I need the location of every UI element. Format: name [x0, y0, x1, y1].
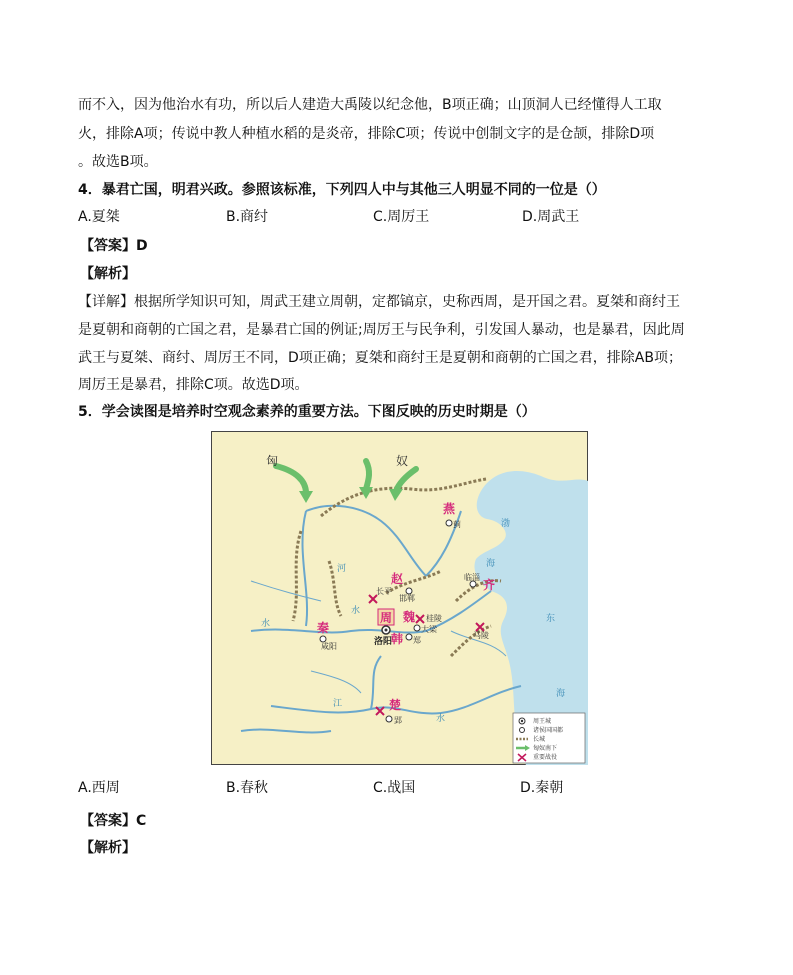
- map-state-han: 韩: [391, 632, 404, 646]
- map-water-bo: 渤: [501, 519, 511, 529]
- q4-detail-line-1: 【详解】根据所学知识可知，周武王建立周朝，定都镐京，史称西周，是开国之君。夏桀和商纣王: [78, 294, 680, 310]
- q4-option-a: A.夏桀: [78, 209, 120, 225]
- map-state-zhou: 周: [380, 611, 393, 625]
- map-city-zheng: 郑: [413, 636, 421, 645]
- map-city-guiling: 桂陵: [426, 614, 442, 623]
- map-water-shui-2: 水: [261, 619, 271, 629]
- map-city-changping: 长平: [376, 587, 392, 596]
- map-city-ji: 蓟: [453, 520, 461, 529]
- legend-vassal-capital: 诸侯国国都: [533, 727, 564, 734]
- q4-detail-line-2: 是夏朝和商朝的亡国之君，是暴君亡国的例证;周厉王与民争利，引发国人暴动，也是暴君，因此周: [78, 322, 685, 338]
- map-state-qi: 齐: [483, 578, 496, 592]
- q4-option-b: B.商纣: [226, 209, 269, 225]
- q5-analysis-label: 【解析】: [80, 840, 136, 856]
- q5-option-b: B.春秋: [226, 780, 269, 796]
- map-water-shui-3: 水: [436, 714, 446, 724]
- map-state-yan: 燕: [443, 502, 456, 516]
- map-state-chu: 楚: [389, 698, 402, 712]
- legend-xiongnu-south: 匈奴南下: [533, 745, 558, 752]
- map-city-ying: 郢: [394, 716, 402, 725]
- q4-answer: 【答案】D: [80, 238, 148, 254]
- map-label-xiongnu-1: 匈: [266, 454, 279, 468]
- q5-option-c: C.战国: [373, 780, 416, 796]
- map-state-zhao: 赵: [391, 572, 404, 586]
- map-legend: [513, 713, 585, 763]
- map-city-daliang: 大梁: [421, 625, 437, 634]
- map-city-maling: 马陵: [473, 631, 489, 640]
- map-water-hai-2: 海: [556, 689, 566, 699]
- q4-analysis-label: 【解析】: [80, 266, 136, 282]
- q3-analysis-line-2: 火，排除A项；传说中教人种植水稻的是炎帝，排除C项；传说中创制文字的是仓颉，排除D项: [78, 126, 655, 142]
- map-water-shui-1: 水: [351, 606, 361, 616]
- q4-option-c: C.周厉王: [373, 209, 430, 225]
- map-water-he: 河: [337, 564, 347, 574]
- map-state-qin: 秦: [317, 621, 330, 635]
- map-water-jiang: 江: [333, 699, 343, 709]
- map-city-luoyang: 洛阳: [374, 637, 393, 647]
- q4-detail-line-3: 武王与夏桀、商纣、周厉王不同，D项正确；夏桀和商纣王是夏朝和商朝的亡国之君，排除AB项；: [78, 350, 682, 366]
- q4-detail-line-4: 周厉王是暴君，排除C项。故选D项。: [78, 377, 309, 393]
- q3-analysis-line-3: 。故选B项。: [78, 154, 158, 170]
- map-state-wei: 魏: [403, 610, 416, 624]
- legend-battle: 重要战役: [533, 754, 558, 761]
- q5-option-d: D.秦朝: [520, 780, 564, 796]
- map-water-hai-1: 海: [486, 559, 496, 569]
- map-city-xianyang: 咸阳: [321, 642, 337, 651]
- q4-option-d: D.周武王: [522, 209, 580, 225]
- map-city-handan: 邯郸: [399, 594, 415, 603]
- map-water-dong: 东: [546, 614, 556, 624]
- map-city-linzi: 临淄: [464, 573, 480, 582]
- legend-royal-city: 周王城: [533, 718, 552, 725]
- q3-analysis-line-1: 而不入，因为他治水有功，所以后人建造大禹陵以纪念他，B项正确；山顶洞人已经懂得人工取: [78, 97, 662, 113]
- q5-option-a: A.西周: [78, 780, 120, 796]
- legend-great-wall: 长城: [533, 736, 546, 743]
- warring-states-map: [211, 431, 588, 765]
- q5-stem: 5．学会读图是培养时空观念素养的重要方法。下图反映的历史时期是（）: [78, 404, 536, 420]
- q4-stem: 4．暴君亡国，明君兴政。参照该标准，下列四人中与其他三人明显不同的一位是（）: [78, 182, 606, 198]
- q5-answer: 【答案】C: [80, 813, 147, 829]
- map-label-xiongnu-2: 奴: [396, 454, 409, 468]
